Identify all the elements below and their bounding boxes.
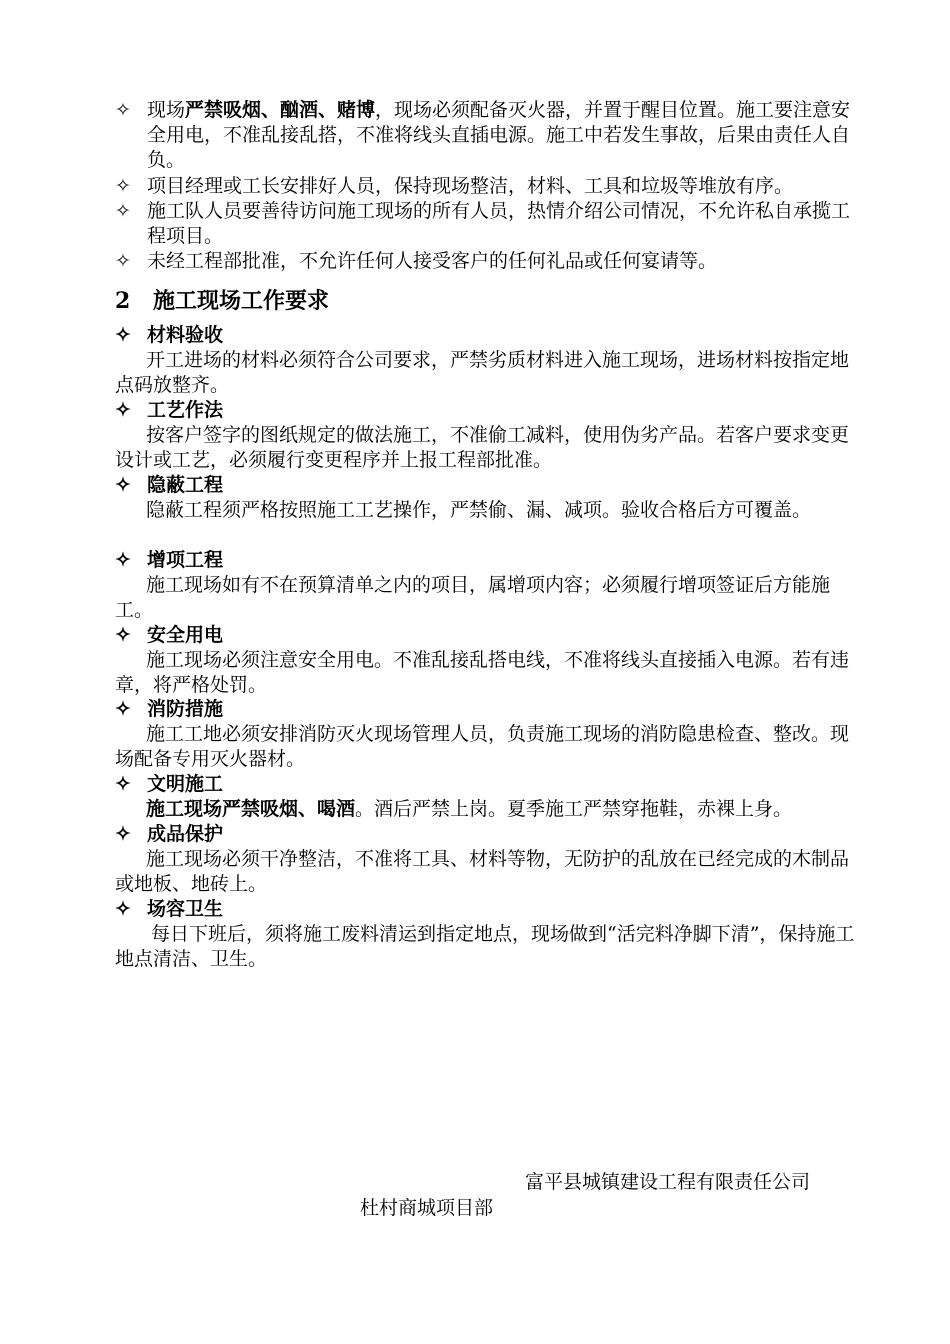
- item-body: 每日下班后，须将施工废料清运到指定地点，现场做到“活完料净脚下清”，保持施工地点清洁、卫生。: [115, 923, 855, 970]
- diamond-bullet-icon: ✧: [115, 474, 131, 496]
- section-title: 施工现场工作要求: [153, 288, 330, 314]
- item-heading: [115, 398, 865, 422]
- diamond-bullet-icon: ✧: [115, 99, 131, 121]
- item-body: 隐蔽工程须严格按照施工工艺操作，严禁偷、漏、减项。验收合格后方可覆盖。: [146, 499, 812, 521]
- section-number: 2: [115, 288, 131, 314]
- item-body: 按客户签字的图纸规定的做法施工，不准偷工减料，使用伪劣产品。若客户要求变更设计或工艺，必须履行变更程序并上报工程部批准。: [115, 424, 850, 471]
- rule-bold-text: 严禁吸烟、酗酒、赌博: [185, 99, 376, 121]
- item-heading: [115, 548, 865, 572]
- rule-text: 未经工程部批准，不允许任何人接受客户的任何礼品或任何宴请等。: [147, 250, 718, 272]
- item-body: 施工工地必须安排消防灭火现场管理人员，负责施工现场的消防隐患检查、整改。现场配备专用灭火器材。: [115, 723, 850, 770]
- diamond-bullet-icon: ✧: [115, 898, 131, 920]
- diamond-bullet-icon: ✧: [115, 549, 131, 571]
- item-body: 施工现场必须干净整洁，不准将工具、材料等物，无防护的乱放在已经完成的木制品或地板、地砖上。: [115, 848, 850, 895]
- rule-item-3: [115, 199, 865, 249]
- item-body-rest: 。酒后严禁上岗。夏季施工严禁穿拖鞋，赤裸上身。: [355, 798, 793, 820]
- item-title: 文明施工: [147, 773, 224, 795]
- item-title: 材料验收: [147, 324, 224, 346]
- section-heading: [115, 287, 865, 315]
- item-body: 施工现场如有不在预算清单之内的项目，属增项内容；必须履行增项签证后方能施工。: [115, 574, 831, 621]
- rule-text: [147, 98, 865, 173]
- rule-prefix: 现场: [147, 99, 186, 121]
- item-body: 开工进场的材料必须符合公司要求，严禁劣质材料进入施工现场，进场材料按指定地点码放整齐。: [115, 349, 850, 396]
- item-title: 增项工程: [147, 549, 224, 571]
- diamond-bullet-icon: ✧: [115, 324, 131, 346]
- rule-text: 项目经理或工长安排好人员，保持现场整洁，材料、工具和垃圾等堆放有序。: [147, 175, 794, 197]
- diamond-bullet-icon: ✧: [115, 399, 131, 421]
- item-heading: [115, 473, 865, 497]
- item-heading: [115, 697, 865, 721]
- item-title: 消防措施: [147, 698, 224, 720]
- item-heading: [115, 623, 865, 647]
- diamond-bullet-icon: ✧: [115, 823, 131, 845]
- rule-item-4: [115, 249, 865, 274]
- item-title: 安全用电: [147, 624, 224, 646]
- item-body: 施工现场必须注意安全用电。不准乱接乱搭电线，不准将线头直接插入电源。若有违章，将严格处罚。: [115, 649, 850, 696]
- item-heading: [115, 772, 865, 796]
- item-heading: [115, 323, 865, 347]
- item-title: 成品保护: [147, 823, 224, 845]
- diamond-bullet-icon: ✧: [115, 200, 131, 222]
- diamond-bullet-icon: ✧: [115, 175, 131, 197]
- item-title: 场容卫生: [147, 898, 224, 920]
- item-heading: [115, 822, 865, 846]
- item-heading: [115, 897, 865, 921]
- item-body: [115, 797, 863, 822]
- signature-company: 富平县城镇建设工程有限责任公司: [525, 1171, 811, 1193]
- item-body-bold: 施工现场严禁吸烟、喝酒: [146, 798, 356, 820]
- item-title: 隐蔽工程: [147, 474, 224, 496]
- rule-rest-text: ，现场必须配备灭火器，并置于醒目位置。施工要注意安全用电，不准乱接乱搭，不准将线头直插电源。施工中若发生事故，后果由责任人自负。: [147, 99, 851, 171]
- diamond-bullet-icon: ✧: [115, 698, 131, 720]
- rule-item-2: [115, 174, 865, 199]
- rule-item-1: [115, 98, 865, 173]
- diamond-bullet-icon: ✧: [115, 250, 131, 272]
- diamond-bullet-icon: ✧: [115, 624, 131, 646]
- rule-text: 施工队人员要善待访问施工现场的所有人员，热情介绍公司情况，不允许私自承揽工程项目。: [147, 200, 851, 247]
- signature-department: 杜村商城项目部: [360, 1197, 494, 1219]
- item-title: 工艺作法: [147, 399, 224, 421]
- diamond-bullet-icon: ✧: [115, 773, 131, 795]
